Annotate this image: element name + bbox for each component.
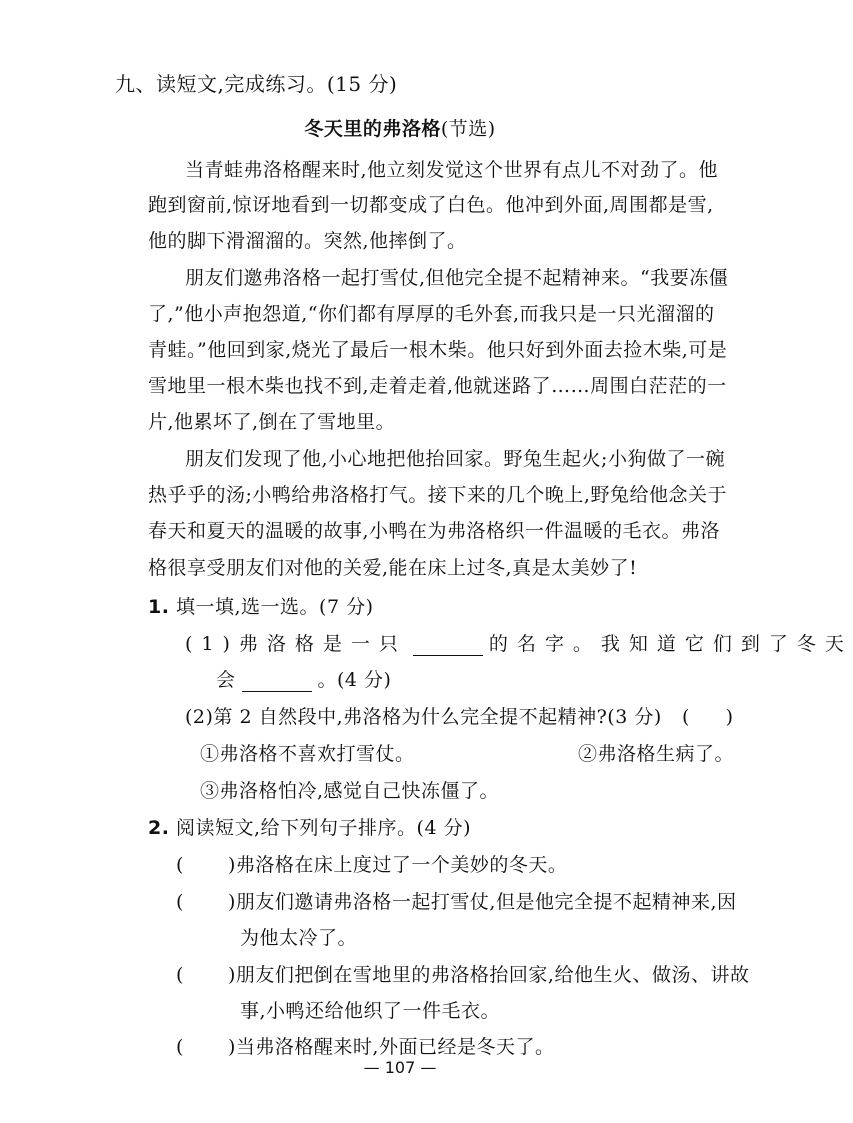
q1-part1-text-a: (1)弗洛格是一只 [185,633,407,655]
q1-option-2: ②弗洛格生病了。 [578,743,735,765]
section-title: 九、读短文,完成练习。(15 分) [115,72,398,96]
q2-title: 阅读短文,给下列句子排序。(4 分) [176,817,471,839]
order-sentence-2-cont: 为他太冷了。 [240,927,358,949]
order-sentence-3-cont: 事,小鸭还给他织了一件毛衣。 [240,1000,501,1022]
passage-line: 春天和夏天的温暖的故事,小鸭在为弗洛格织一件温暖的毛衣。弗洛 [148,520,721,542]
q1-option-3: ③弗洛格怕冷,感觉自己快冻僵了。 [200,780,500,802]
q1-number: 1. [148,596,170,618]
passage-line: 雪地里一根木柴也找不到,走着走着,他就迷路了……周围白茫茫的一 [148,375,727,397]
passage-title-main: 冬天里的弗洛格 [304,118,441,140]
q1-part1-line2 [216,668,391,692]
q1-part1-text-d: 。(4 分) [317,669,392,691]
passage-title-suffix: (节选) [440,118,496,140]
passage-line: 朋友们发现了他,小心地把他抬回家。野兔生起火;小狗做了一碗 [185,448,725,470]
order-paren-open[interactable]: ( [176,964,184,986]
passage-line: 了,”他小声抱怨道,“你们都有厚厚的毛外套,而我只是一只光溜溜的 [148,303,715,325]
order-paren-open[interactable]: ( [176,854,184,876]
order-sentence-4: )当弗洛格醒来时,外面已经是冬天了。 [228,1036,555,1058]
q1-part1-text-c: 会 [216,669,236,691]
passage-line: 热乎乎的汤;小鸭给弗洛格打气。接下来的几个晚上,野兔给他念关于 [148,484,727,506]
order-paren-open[interactable]: ( [176,1036,184,1058]
passage-line: 朋友们邀弗洛格一起打雪仗,但他完全提不起精神来。“我要冻僵 [185,267,729,289]
passage-line: 青蛙。”他回到家,烧光了最后一根木柴。他只好到外面去捡木柴,可是 [148,339,728,361]
order-sentence-3: )朋友们把倒在雪地里的弗洛格抬回家,给他生火、做汤、讲故 [228,964,750,986]
passage-line: 片,他累坏了,倒在了雪地里。 [148,411,396,433]
q2-heading [148,816,471,840]
answer-parentheses[interactable]: ( ) [682,706,734,728]
passage-line: 跑到窗前,惊讶地看到一切都变成了白色。他冲到外面,周围都是雪, [148,194,714,216]
q1-heading [148,595,374,619]
q1-part2-question: (2)第 2 自然段中,弗洛格为什么完全提不起精神?(3 分) [185,706,662,728]
order-paren-open[interactable]: ( [176,891,184,913]
q1-part1-text-b: 的名字。我知道它们到了冬天 [488,633,853,655]
answer-blank[interactable] [242,671,312,692]
q1-title: 填一填,选一选。(7 分) [176,596,374,618]
q1-option-1: ①弗洛格不喜欢打雪仗。 [200,743,415,765]
passage-line: 当青蛙弗洛格醒来时,他立刻发觉这个世界有点儿不对劲了。他 [185,159,719,181]
page-number: — 107 — [363,1058,437,1077]
answer-blank[interactable] [413,635,483,656]
q2-number: 2. [148,817,170,839]
passage-line: 格很享受朋友们对他的关爱,能在床上过冬,真是太美妙了! [148,557,638,579]
passage-title [0,117,800,141]
order-sentence-2: )朋友们邀请弗洛格一起打雪仗,但是他完全提不起精神来,因 [228,891,737,913]
passage-line: 他的脚下滑溜溜的。突然,他摔倒了。 [148,230,467,252]
q1-part1-line1 [185,632,853,656]
order-sentence-1: )弗洛格在床上度过了一个美妙的冬天。 [228,854,568,876]
